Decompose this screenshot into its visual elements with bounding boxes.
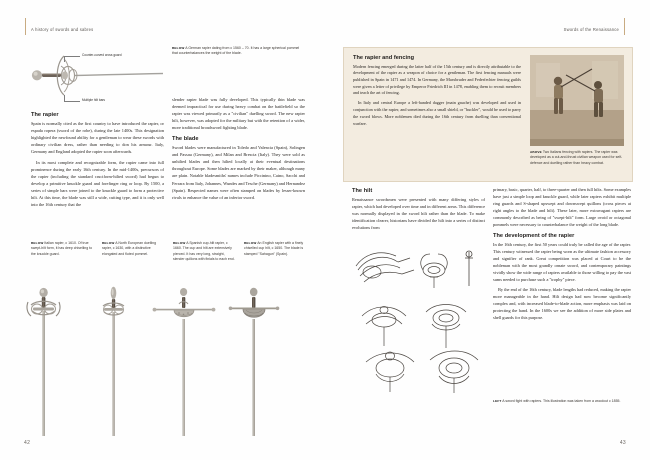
hilt-evolution-svg bbox=[352, 246, 485, 396]
header-rule-right bbox=[624, 18, 625, 35]
hilt-evolution-figure bbox=[352, 246, 485, 396]
paragraph-development-2: By the end of the 16th century, blade lengths had reduced, making the rapier more manageable in the hand. Hilt design had now become significantly complex and, with increased blade-to-blade action, more emphasis was laid on protecting the hand. In the 1600s we see the addition of more side plates and shell guards for this purpose. bbox=[493, 287, 631, 321]
caption-fencing-illustration bbox=[530, 150, 624, 166]
rapier-italian-swept-hilt bbox=[27, 288, 60, 436]
leader-line-cross-guard bbox=[64, 56, 65, 62]
rapier-english-cup-hilt bbox=[229, 288, 280, 436]
paragraph-rapier-1: Spain is normally cited as the first country to have introduced the rapier, or espada ropera (sword of the robe), during the late 1400s. This designation highlighted the newfound ability for a gentleman to wear these swords with ordinary civilian dress, rather than needing to don his armour. Italy, Germany and England adopted the rapier soon afterwards. bbox=[31, 121, 164, 155]
caption-text: Two Italians fencing with rapiers. The rapier was developed as a cut-and-thrust civilian weapon used for self-defence and duelling rather than heavy combat. bbox=[530, 150, 623, 165]
paragraph-the-blade: Sword blades were manufactured in Toledo and Valencia (Spain), Solingen and Passau (Germany), and Milan and Brescia (Italy). They were sold as unhilted blades and then hilted locally at their eventual destinations throughout Europe. Some blades are marked by their maker, although many are plain. Notable bladesmiths' names include Piccinino, Caino, Sacchi and Ferrara from Italy, Johannes, Wundes and Tesche (Germany) and Hernandez (Spain). Respected names were often stamped on blades by lesser-known rivals to enhance the value of an inferior sword. bbox=[172, 145, 305, 200]
caption-text: Italian rapier, c 1610. Of true swept-hilt form, it has deep chiselling to the knuckle guard. bbox=[31, 241, 93, 256]
fencing-illustration-svg bbox=[530, 55, 624, 146]
caption-text: A sword fight with rapiers. This illustration was taken from a woodcut c 1855. bbox=[501, 399, 621, 403]
paragraph-the-hilt: Renaissance swordsmen were presented with many differing styles of rapier, which had developed over time and in different areas. This difference was normally displayed in the sword hilt rather than the blade. To make identification clearer, historians have divided the hilt into a series of distinct evolutions from bbox=[352, 197, 485, 231]
fencing-illustration bbox=[530, 55, 624, 146]
caption-lead-in: BELOW bbox=[173, 241, 186, 245]
feature-box-text bbox=[353, 55, 521, 130]
header-rule-left bbox=[25, 18, 26, 35]
heading-the-blade: The blade bbox=[172, 136, 199, 143]
diagram-label-hilt-bars-text: Multiple hilt bars bbox=[82, 98, 106, 102]
paragraph-rapier-2: In its most complete and recognizable form, the rapier came into full prominence during the early 16th century. In the mid-1400s, precursors of the rapier (including the standard cruciform-hilted sword) had begun to develop a primitive knuckle guard and forefinger ring or loop. By 1500, a series of simple bars were joined to the knuckle guard to form a protective hilt. At this time, the blade was still a wide, cutting type, and it is only well into the 16th century that the bbox=[31, 159, 164, 207]
paragraph-hilt-continuation: primary, basic, quarter, half, to three-quarter and then full hilts. Some examples have just a simple loop and knuckle guard, while later rapiers exhibit multiple ring guards and S-shaped upswept and downswept quillons (cross pieces at right angles to the blade and hilt). These later, more extravagant rapiers are commonly described as being of "swept-hilt" form. Large ovoid or octagonal pommels were necessary to counterbalance the weight of the long blade. bbox=[493, 187, 632, 228]
feature-box-rapier-and-fencing bbox=[343, 47, 633, 182]
rapier-spanish-cup-hilt bbox=[153, 288, 216, 436]
diagram-label-cross-guard-text: Counter-curved cross guard bbox=[82, 52, 122, 57]
diagram-sword-svg bbox=[24, 50, 164, 102]
caption-lead-in: BELOW bbox=[102, 241, 115, 245]
running-head-right: Swords of the Renaissance bbox=[563, 27, 619, 32]
caption-sword-fight-woodcut bbox=[493, 399, 631, 404]
rapier-plate bbox=[24, 283, 314, 438]
paragraph-rapier-continuation: slender rapier blade was fully developed. This typically thin blade was deemed impractical for use during heavy combat on the battlefield so the rapier was viewed primarily as a "civilian" duelling sword. The new rapier hilt, however, was adopted for the military but with the retention of a wider, more traditional broadsword fighting blade. bbox=[172, 97, 305, 131]
sword-caption-1 bbox=[31, 241, 94, 262]
caption-lead-in: LEFT bbox=[493, 399, 502, 403]
rapier-north-european bbox=[103, 287, 124, 436]
caption-text: A Spanish cup-hilt rapier, c 1660. The cup and hilt are extensively pierced. It has very long, straight, slender quillons with finials to each end. bbox=[173, 241, 235, 261]
right-page bbox=[325, 0, 650, 460]
heading-rapier-and-fencing: The rapier and fencing bbox=[353, 55, 415, 61]
sword-caption-3 bbox=[173, 241, 236, 262]
right-column-one bbox=[352, 188, 485, 235]
rapier-plate-svg bbox=[24, 283, 314, 438]
right-column-two bbox=[493, 186, 631, 325]
diagram-label-cross-guard bbox=[82, 53, 122, 57]
caption-lead-in: BELOW bbox=[31, 241, 44, 245]
feature-paragraph-1: Modern fencing emerged during the latter half of the 15th century and is directly attributable to the development of the rapier as a weapon of choice for a gentleman. The first fencing manuals were published in Spain in 1471 and 1474. In Germany, the Marxbruder and Federfechter fencing guilds were given a letter of privilege by Emperor Friedrich III in 1478, enabling them to recruit members and teach the art of fencing. bbox=[353, 63, 521, 96]
leader-line-cross-guard-h bbox=[64, 56, 80, 57]
sword-caption-2 bbox=[102, 241, 165, 262]
folio-right: 43 bbox=[619, 440, 626, 446]
annotated-rapier-diagram bbox=[24, 50, 164, 102]
caption-german-rapier bbox=[172, 46, 305, 57]
caption-text: A German rapier dating from c 1560 – 70. It has a large spherical pommel that counterbalances the weight of the blade. bbox=[172, 46, 300, 56]
sword-caption-4 bbox=[244, 241, 307, 262]
heading-the-hilt: The hilt bbox=[352, 188, 373, 194]
feature-paragraph-2: In Italy and central Europe a left-handed dagger (main gauche) was developed and used in conjunction with the rapier, and sometimes also a small shield, or "buckler", would be used to parry the sword blows. More noblemen died during the 16th century from duelling than conventional warfare. bbox=[353, 100, 521, 126]
caption-lead-in: ABOVE bbox=[530, 150, 542, 154]
caption-lead-in: BELOW bbox=[244, 241, 257, 245]
diagram-label-hilt-bars bbox=[82, 98, 105, 102]
caption-lead-in: BELOW bbox=[172, 46, 185, 50]
left-column-one bbox=[31, 112, 164, 211]
caption-text: An English rapier with a finely chiselled cup hilt, c 1650. The blade is stamped "Sahagun" (Spain). bbox=[244, 241, 304, 256]
paragraph-development-1: In the 16th century, the first 50 years could truly be called the age of the rapier. This century witnessed the rapier being worn as the ultimate fashion accessory and signifier of rank. Great competition was placed at Court to be the nobleman with the most grandly ornate sword, and contemporary paintings vividly show the wide range of rapiers available to those willing to pay the vast sums needed to purchase such a "trophy" piece. bbox=[493, 241, 632, 283]
left-column-two bbox=[172, 96, 305, 204]
running-head-left: A history of swords and sabres bbox=[31, 27, 94, 32]
leader-line-hilt-bars-h bbox=[64, 101, 80, 102]
heading-the-rapier: The rapier bbox=[31, 112, 59, 118]
caption-text: A North European duelling rapier, c 1630, with a distinctive elongated and fluted pommel. bbox=[102, 241, 157, 256]
folio-left: 42 bbox=[24, 440, 31, 446]
heading-development-of-the-rapier: The development of the rapier bbox=[493, 232, 575, 239]
sword-captions-row bbox=[31, 241, 307, 262]
